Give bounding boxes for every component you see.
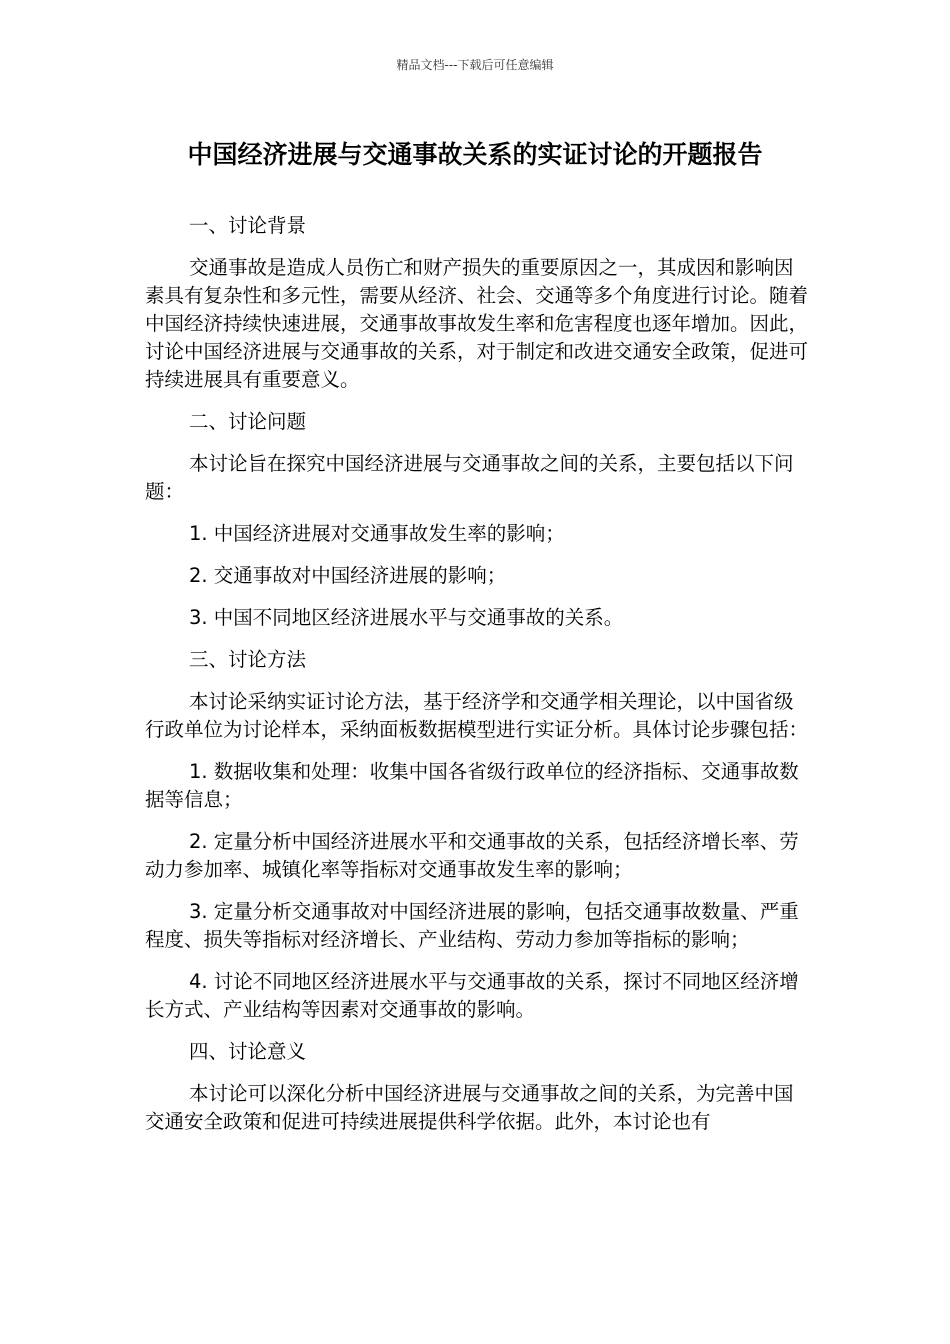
paragraph: 本讨论采纳实证讨论方法，基于经济学和交通学相关理论，以中国省级行政单位为讨论样本，采纳面板数据模型进行实证分析。具体讨论步骤包括： bbox=[145, 690, 809, 741]
document-body bbox=[145, 212, 810, 1150]
section-heading: 一、讨论背景 bbox=[189, 214, 307, 237]
paragraph: 本讨论可以深化分析中国经济进展与交通事故之间的关系，为完善中国交通安全政策和促进可持续进展提供科学依据。此外，本讨论也有 bbox=[145, 1082, 794, 1133]
section-questions bbox=[145, 408, 810, 632]
list-item: 3. 中国不同地区经济进展水平与交通事故的关系。 bbox=[189, 606, 624, 629]
paragraph: 交通事故是造成人员伤亡和财产损失的重要原因之一，其成因和影响因素具有复杂性和多元性，需要从经济、社会、交通等多个角度进行讨论。随着中国经济持续快速进展，交通事故事故发生率和危害程度也逐年增加。因此，讨论中国经济进展与交通事故的关系，对于制定和改进交通安全政策，促进可持续进展具有重要意义。 bbox=[145, 256, 809, 391]
section-methods bbox=[145, 646, 810, 1024]
list-item: 1. 中国经济进展对交通事故发生率的影响； bbox=[189, 522, 565, 545]
list-item: 2. 交通事故对中国经济进展的影响； bbox=[189, 564, 507, 587]
section-background bbox=[145, 212, 810, 394]
section-heading: 二、讨论问题 bbox=[189, 410, 307, 433]
section-significance bbox=[145, 1038, 810, 1136]
section-heading: 四、讨论意义 bbox=[189, 1040, 307, 1063]
list-item: 1. 数据收集和处理：收集中国各省级行政单位的经济指标、交通事故数据等信息； bbox=[145, 760, 799, 811]
page-header-watermark: 精品文档---下载后可任意编辑 bbox=[396, 58, 554, 72]
document-title: 中国经济进展与交通事故关系的实证讨论的开题报告 bbox=[187, 140, 763, 169]
section-heading: 三、讨论方法 bbox=[189, 648, 307, 671]
list-item: 3. 定量分析交通事故对中国经济进展的影响，包括交通事故数量、严重程度、损失等指标对经济增长、产业结构、劳动力参加等指标的影响； bbox=[145, 900, 799, 951]
list-item: 4. 讨论不同地区经济进展水平与交通事故的关系，探讨不同地区经济增长方式、产业结构等因素对交通事故的影响。 bbox=[145, 970, 799, 1021]
paragraph: 本讨论旨在探究中国经济进展与交通事故之间的关系，主要包括以下问题： bbox=[145, 452, 794, 503]
list-item: 2. 定量分析中国经济进展水平和交通事故的关系，包括经济增长率、劳动力参加率、城镇化率等指标对交通事故发生率的影响； bbox=[145, 830, 799, 881]
